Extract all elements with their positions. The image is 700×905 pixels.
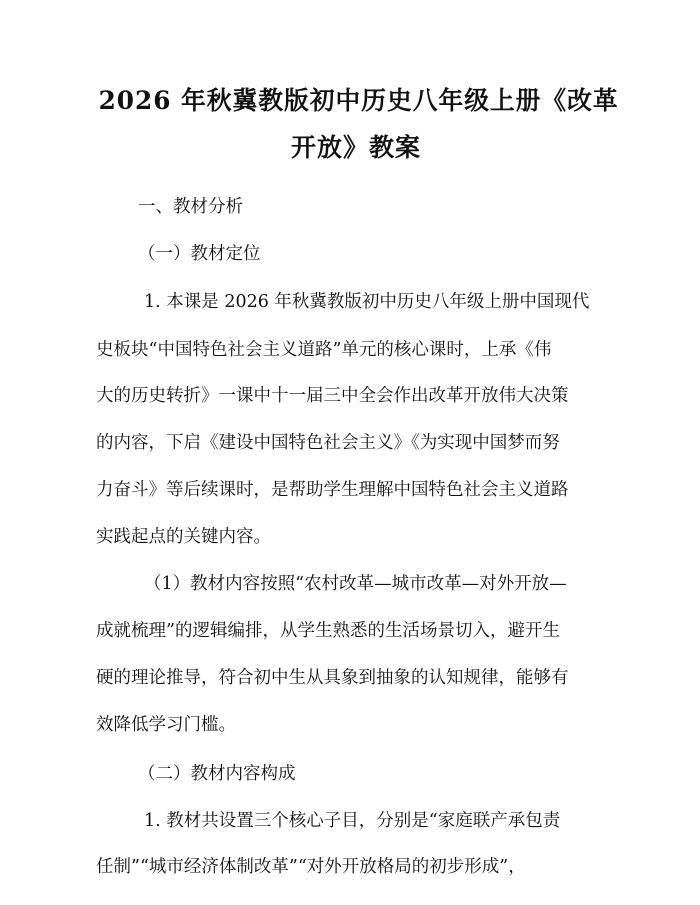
section-heading: 一、教材分析 (138, 197, 243, 217)
document-title-line-2: 开放》教案 (290, 133, 421, 162)
paragraph-line: 大的历史转折》一课中十一届三中全会作出改革开放伟大决策 (96, 386, 569, 406)
paragraph-line: 任制”“城市经济体制改革”“对外开放格局的初步形成”， (96, 857, 526, 877)
paragraph-line: 1. 教材共设置三个核心子目，分别是“家庭联产承包责 (144, 811, 561, 831)
paragraph-line: 力奋斗》等后续课时，是帮助学生理解中国特色社会主义道路 (96, 480, 569, 500)
paragraph-line: 效降低学习门槛。 (96, 715, 236, 735)
paragraph-line: 的内容，下启《建设中国特色社会主义》《为实现中国梦而努 (96, 433, 560, 453)
subsection-heading: （一）教材定位 (138, 244, 261, 264)
paragraph-line: （1）教材内容按照“农村改革—城市改革—对外开放— (144, 574, 567, 594)
paragraph-line: 实践起点的关键内容。 (96, 527, 271, 547)
paragraph-line: 成就梳理”的逻辑编排，从学生熟悉的生活场景切入，避开生 (96, 621, 560, 641)
paragraph-line: 1. 本课是 2026 年秋冀教版初中历史八年级上册中国现代 (144, 292, 590, 312)
paragraph-line: 史板块“中国特色社会主义道路”单元的核心课时，上承《伟 (96, 340, 552, 360)
subsection-heading: （二）教材内容构成 (138, 764, 296, 784)
paragraph-line: 硬的理论推导，符合初中生从具象到抽象的认知规律，能够有 (96, 668, 569, 688)
document-title-line-1: 2026 年秋冀教版初中历史八年级上册《改革 (98, 86, 619, 115)
